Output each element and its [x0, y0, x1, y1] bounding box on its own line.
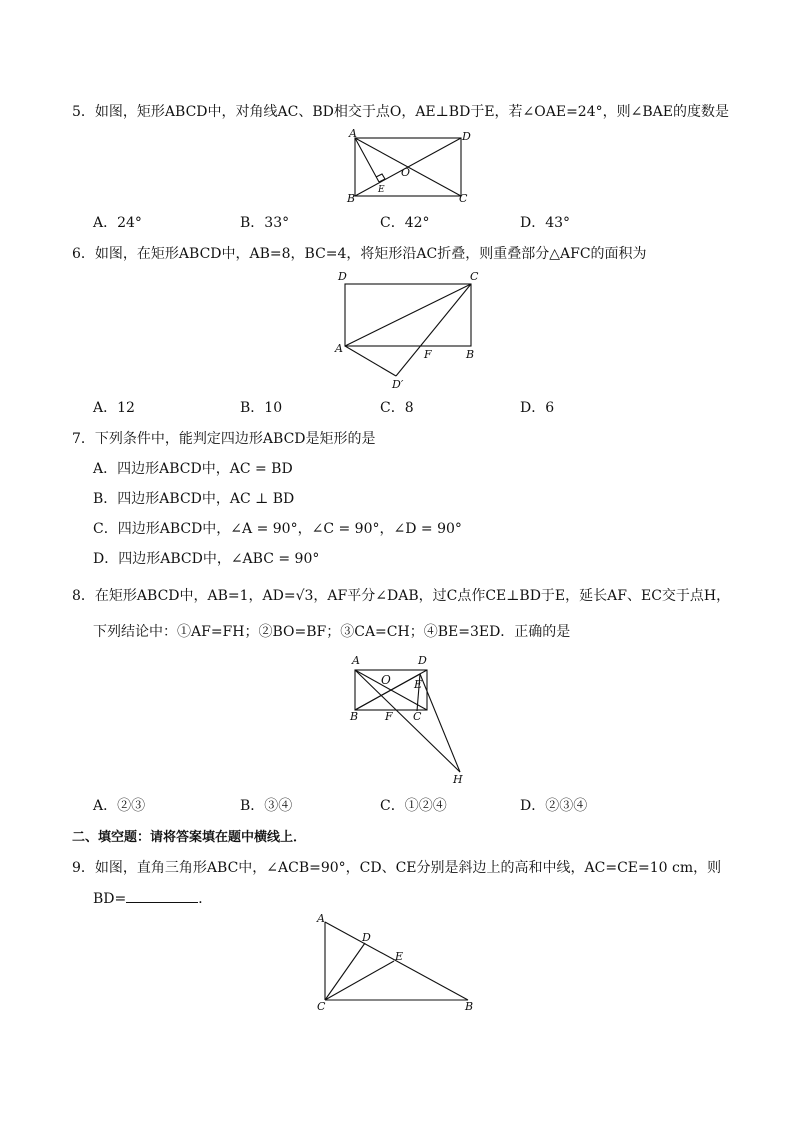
q6-option-c: C．8: [380, 400, 414, 416]
q5-label-c: C: [459, 192, 468, 205]
q5-stem: 5．如图，矩形ABCD中，对角线AC、BD相交于点O，AE⊥BD于E，若∠OAE=24°，则∠BAE的度数是: [72, 104, 729, 120]
q5-label-b: B: [347, 192, 356, 205]
q6-label-c: C: [470, 270, 479, 283]
q6-label-d-prime: D′: [392, 378, 404, 391]
q8-option-a: A．②③: [93, 798, 146, 814]
section-title: 二、填空题：请将答案填在题中横线上．: [72, 830, 307, 845]
q9-label-b: B: [465, 1000, 474, 1013]
q9-stem-prefix: BD=: [93, 891, 127, 907]
q9-label-d: D: [362, 931, 371, 944]
q8-label-e: E: [414, 678, 423, 691]
q6-label-f: F: [424, 348, 432, 361]
q5-option-d: D．43°: [520, 215, 571, 231]
q6-option-a: A．12: [93, 400, 135, 416]
q5-figure: [340, 128, 480, 208]
q7-option-d: D．四边形ABCD中，∠ABC = 90°: [93, 551, 320, 567]
q8-label-o: O: [381, 673, 391, 687]
q6-stem: 6．如图，在矩形ABCD中，AB=8，BC=4，将矩形沿AC折叠，则重叠部分△AFC的面积为: [72, 246, 647, 262]
q7-option-c: C．四边形ABCD中，∠A = 90°，∠C = 90°，∠D = 90°: [93, 521, 462, 537]
q5-option-b: B．33°: [240, 215, 290, 231]
q9-stem-suffix: ．: [198, 891, 213, 907]
q5-label-d: D: [462, 130, 471, 143]
q7-option-a: A．四边形ABCD中，AC = BD: [93, 461, 293, 477]
q5-option-a: A．24°: [93, 215, 142, 231]
q6-label-b: B: [466, 348, 475, 361]
q8-label-b: B: [350, 710, 359, 723]
q6-option-b: B．10: [240, 400, 283, 416]
q6-figure: [330, 268, 490, 396]
q8-label-a: A: [352, 654, 360, 667]
q7-stem: 7．下列条件中，能判定四边形ABCD是矩形的是: [72, 431, 376, 447]
q9-stem-line2: [93, 890, 212, 908]
q9-stem-line1: 9．如图，直角三角形ABC中，∠ACB=90°，CD、CE分别是斜边上的高和中线，AC=CE=10 cm，则: [72, 860, 722, 876]
q6-option-d: D．6: [520, 400, 555, 416]
q6-label-a: A: [335, 342, 343, 355]
q8-label-c: C: [413, 710, 422, 723]
q8-stem-line2: 下列结论中：①AF=FH；②BO=BF；③CA=CH；④BE=3ED．正确的是: [93, 624, 571, 640]
q7-option-b: B．四边形ABCD中，AC ⊥ BD: [93, 491, 295, 507]
q9-label-c: C: [317, 1000, 326, 1013]
q9-label-a: A: [317, 912, 325, 925]
q8-option-b: B．③④: [240, 798, 293, 814]
q9-answer-blank[interactable]: [126, 890, 198, 903]
q8-label-d: D: [418, 654, 427, 667]
q5-label-a: A: [349, 127, 357, 140]
q8-figure: [340, 650, 480, 790]
q5-option-c: C．42°: [380, 215, 430, 231]
q8-option-d: D．②③④: [520, 798, 588, 814]
q5-label-e: E: [378, 185, 385, 195]
q6-label-d: D: [338, 270, 347, 283]
q9-label-e: E: [395, 950, 404, 963]
q8-label-h: H: [453, 773, 463, 786]
q8-label-f: F: [385, 710, 393, 723]
q5-label-o: O: [401, 166, 411, 179]
q8-stem-line1: 8．在矩形ABCD中，AB=1，AD=√3，AF平分∠DAB，过C点作CE⊥BD于E，延长AF、EC交于点H，: [72, 588, 731, 604]
q9-figure: [310, 910, 485, 1015]
q8-option-c: C．①②④: [380, 798, 447, 814]
